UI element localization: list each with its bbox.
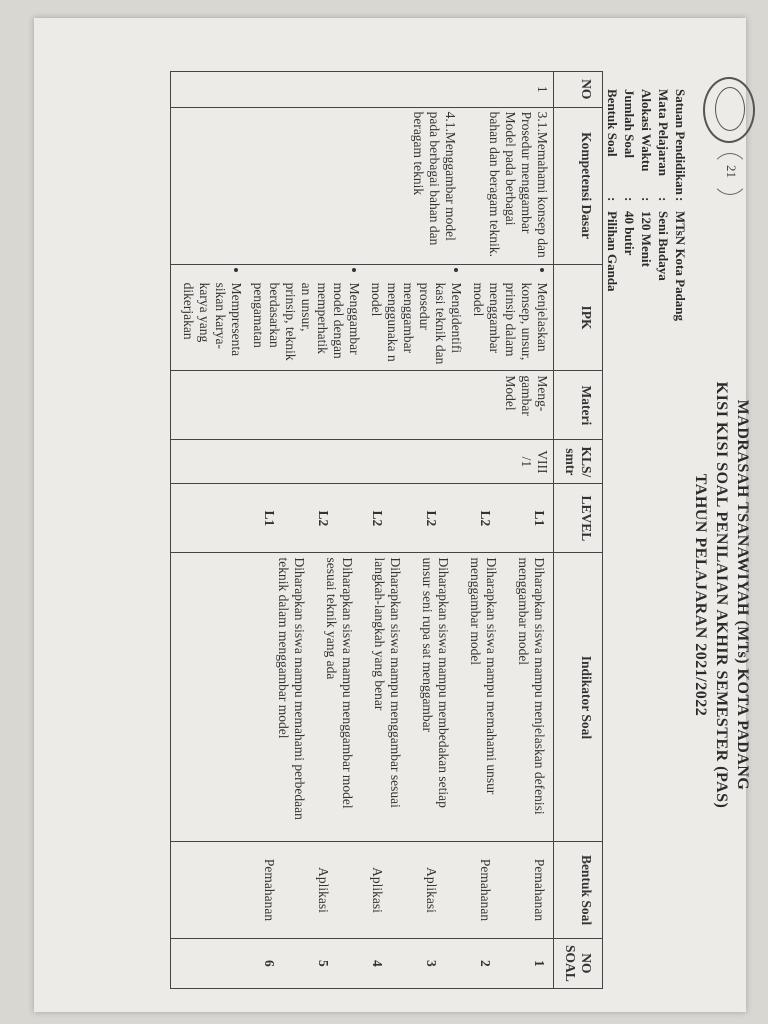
meta-row: Bentuk Soal : Pilihan Ganda (605, 89, 620, 292)
cell-ipk (171, 264, 554, 371)
meta-row: Satuan Pendidikan : MTsN Kota Padang (673, 89, 688, 322)
cell-bentuk: Pemahanan Pemahanan Aplikasi Aplikasi Aplikasi Pemahanan (171, 842, 554, 938)
indikator-item: Diharapkan siswa mampu memahami perbedaan teknik dalam menggambar model (276, 557, 307, 820)
document-title (690, 245, 753, 945)
col-ipk: IPK (554, 264, 603, 371)
page-number: 21 (724, 165, 739, 178)
cell-kd (171, 107, 554, 264)
col-bentuk: Bentuk Soal (554, 842, 603, 938)
rotated-content (69, 65, 759, 995)
cell-no: 1 (171, 72, 554, 108)
meta-info (604, 89, 689, 321)
indikator-item: Diharapkan siswa mampu menggambar sesuai langkah-langkah yang benar (372, 557, 403, 808)
title-line-3: TAHUN PELAJARAN 2021/2022 (692, 473, 709, 717)
kd-item: 3.1.Memahami konsep dan Prosedur menggambar Model pada berbagai bahan dan beragam teknik. (487, 111, 550, 258)
signature-stamp (703, 77, 755, 143)
col-materi: Materi (554, 371, 603, 440)
meta-row: Jumlah Soal : 40 butir (622, 89, 637, 256)
cell-kls: VIII /1 (171, 440, 554, 484)
indikator-item: Diharapkan siswa mampu memahami unsur menggambar model (468, 557, 499, 795)
col-kd: Kompetensi Dasar (554, 107, 603, 264)
document-page (34, 18, 751, 1012)
ipk-item: • Menjelaskan konsep, unsur, prinsip dalam menggambar model (470, 283, 550, 367)
table-row (171, 72, 554, 989)
title-line-2: KISI KISI SOAL PENILAIAN AKHIR SEMESTER (PAS) (713, 381, 730, 809)
kd-item: 4.1.Menggambar model pada berbagai bahan dan beragam teknik (411, 111, 458, 246)
indikator-item: Diharapkan siswa mampu membedakan setiap unsur seni rupa sat menggambar (420, 557, 451, 808)
ipk-item: • Menggambar model dengan memperhatik an unsur, prinsip, teknik berdasarkan pengamatan (250, 283, 362, 367)
cell-no-soal: 1 2 3 4 5 6 (171, 938, 554, 988)
col-level: LEVEL (554, 484, 603, 553)
title-line-1: MADRASAH TSANAWIYAH (MTs) KOTA PADANG (734, 399, 751, 791)
indikator-item: Diharapkan siswa mampu menggambar model sesuai teknik yang ada (324, 557, 355, 809)
cell-indikator (171, 553, 554, 842)
col-no-soal: NO SOAL (554, 938, 603, 988)
cell-level: L1 L2 L2 L2 L2 L1 (171, 484, 554, 553)
indikator-item: Diharapkan siswa mampu menjelaskan defenisi menggambar model (516, 557, 547, 815)
col-no: NO (554, 72, 603, 108)
col-kls: KLS/ smtr (554, 440, 603, 484)
ipk-item: • Mempresenta sikan karya-karya yang dikerjakan (180, 283, 244, 367)
cell-materi: Meng-gambar Model (171, 371, 554, 440)
col-indikator: Indikator Soal (554, 553, 603, 842)
table-header-row (554, 72, 603, 989)
meta-row: Alokasi Waktu : 120 Menit (639, 89, 654, 267)
meta-row: Mata Pelajaran : Seni Budaya (656, 89, 671, 281)
kisi-kisi-table (170, 71, 603, 989)
ipk-item: • Mengidentifi kasi teknik dan prosedur menggambar menggunaka n model (368, 283, 464, 367)
